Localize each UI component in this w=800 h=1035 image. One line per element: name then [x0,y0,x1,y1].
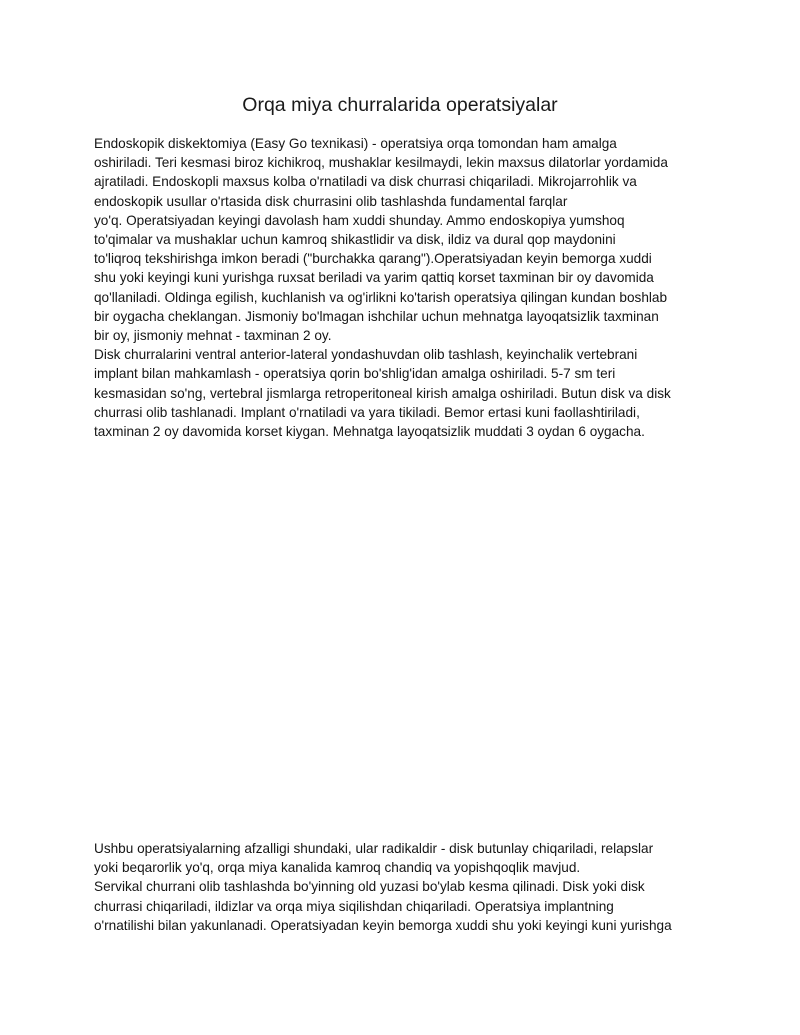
text-line: Ushbu operatsiyalarning afzalligi shundaki, ular radikaldir - disk butunlay chiqariladi, relapslar [94,841,654,856]
text-line: Endoskopik diskektomiya (Easy Go texnikasi) - operatsiya orqa tomondan ham amalga [94,136,617,151]
body-text-top [94,134,719,441]
text-line: o'rnatilishi bilan yakunlanadi. Operatsiyadan keyin bemorga xuddi shu yoki keyingi kuni yurishga [94,917,672,933]
text-line: yoki beqarorlik yo'q, orqa miya kanalida kamroq chandiq va yopishqoqlik mavjud. [94,860,581,876]
text-line: shu yoki keyingi kuni yurishga ruxsat beriladi va yarim qattiq korset taxminan bir oy davomida [94,270,654,286]
text-line: to'qimalar va mushaklar uchun kamroq shikastlidir va disk, ildiz va dural qop maydonini [94,232,616,248]
text-line: taxminan 2 oy davomida korset kiygan. Mehnatga layoqatsizlik muddati 3 oydan 6 oygacha. [94,424,645,440]
text-line: implant bilan mahkamlash - operatsiya qorin bo'shlig'idan amalga oshiriladi. 5-7 sm teri [94,366,616,382]
page-title: Orqa miya churralarida operatsiyalar [242,94,558,116]
body-text-bottom [94,839,719,935]
text-line: endoskopik usullar o'rtasida disk churrasini olib tashlashda fundamental farqlar [94,193,568,209]
text-line: bir oygacha cheklangan. Jismoniy bo'lmagan ishchilar uchun mehnatga layoqatsizlik taxminan [94,308,659,324]
text-line: oshiriladi. Teri kesmasi biroz kichikroq, mushaklar kesilmaydi, lekin maxsus dilatorlar yordamida [94,155,668,171]
text-line: yo'q. Operatsiyadan keyingi davolash ham xuddi shunday. Ammo endoskopiya yumshoq [94,212,625,228]
text-line: Disk churralarini ventral anterior-lateral yondashuvdan olib tashlash, keyinchalik vertebrani [94,347,638,363]
text-line: Servikal churrani olib tashlashda bo'yinning old yuzasi bo'ylab kesma qilinadi. Disk yoki disk [94,879,645,895]
text-line: qo'llaniladi. Oldinga egilish, kuchlanish va og'irlikni ko'tarish operatsiya qilingan kundan boshlab [94,289,668,305]
text-line: churrasi chiqariladi, ildizlar va orqa miya siqilishdan chiqariladi. Operatsiya implantning [94,898,614,914]
text-line: churrasi olib tashlanadi. Implant o'rnatiladi va yara tikiladi. Bemor ertasi kuni faollashtiriladi, [94,404,640,420]
text-line: ajratiladi. Endoskopli maxsus kolba o'rnatiladi va disk churrasi chiqariladi. Mikrojarrohlik va [94,174,637,190]
text-line: to'liqroq tekshirishga imkon beradi ("burchakka qarang").Operatsiyadan keyin bemorga xuddi [94,251,652,267]
text-line: bir oy, jismoniy mehnat - taxminan 2 oy. [94,328,332,344]
text-line: kesmasidan so'ng, vertebral jismlarga retroperitoneal kirish amalga oshiriladi. Butun disk va disk [94,385,671,401]
